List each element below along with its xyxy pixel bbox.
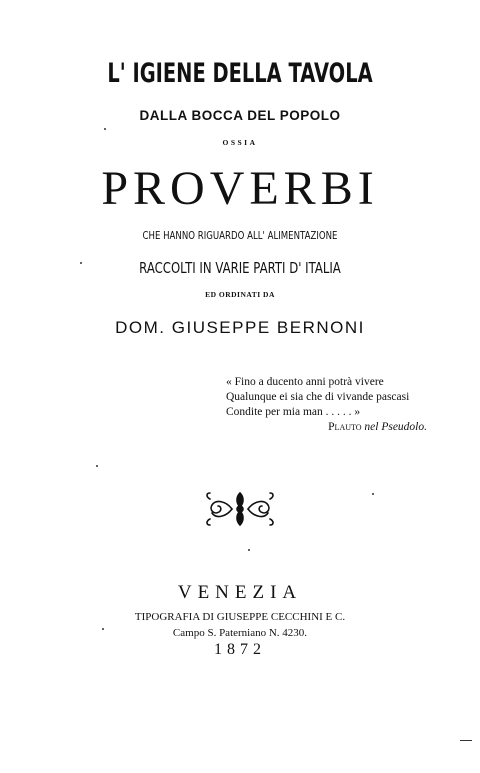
ossia-label: OSSIA <box>222 138 258 147</box>
subject-line: CHE HANNO RIGUARDO ALL' ALIMENTAZIONE <box>142 229 338 242</box>
scan-speck <box>372 493 374 495</box>
scan-speck <box>460 740 472 741</box>
floral-ornament-icon <box>202 487 278 531</box>
epigraph-attribution <box>226 420 441 435</box>
author-name: DOM. GIUSEPPE BERNONI <box>115 318 365 337</box>
book-title: L' IGIENE DELLA TAVOLA <box>107 58 373 89</box>
epigraph-author: Plauto <box>328 421 362 433</box>
scan-speck <box>104 128 106 130</box>
ordered-by-label: ED ORDINATI DA <box>205 290 275 299</box>
book-subtitle: DALLA BOCCA DEL POPOLO <box>139 108 341 123</box>
main-title: PROVERBI <box>101 162 379 215</box>
scan-speck <box>80 262 82 264</box>
imprint-printer: TIPOGRAFIA DI GIUSEPPE CECCHINI E C. <box>134 611 346 623</box>
imprint-year: 1872 <box>214 641 266 658</box>
epigraph-line-1: « Fino a ducento anni potrà vivere <box>226 376 384 388</box>
epigraph-source: nel Pseudolo. <box>361 421 427 433</box>
epigraph-line-2: Qualunque ei sia che di vivande pascasi <box>226 391 410 403</box>
collected-line: RACCOLTI IN VARIE PARTI D' ITALIA <box>139 259 341 277</box>
epigraph-line-3: Condite per mia man . . . . . » <box>226 406 361 418</box>
epigraph <box>226 375 441 435</box>
scan-speck <box>248 549 250 551</box>
imprint-address: Campo S. Paterniano N. 4230. <box>172 627 308 639</box>
imprint-city: VENEZIA <box>177 582 303 603</box>
scan-speck <box>96 465 98 467</box>
scan-speck <box>102 628 104 630</box>
